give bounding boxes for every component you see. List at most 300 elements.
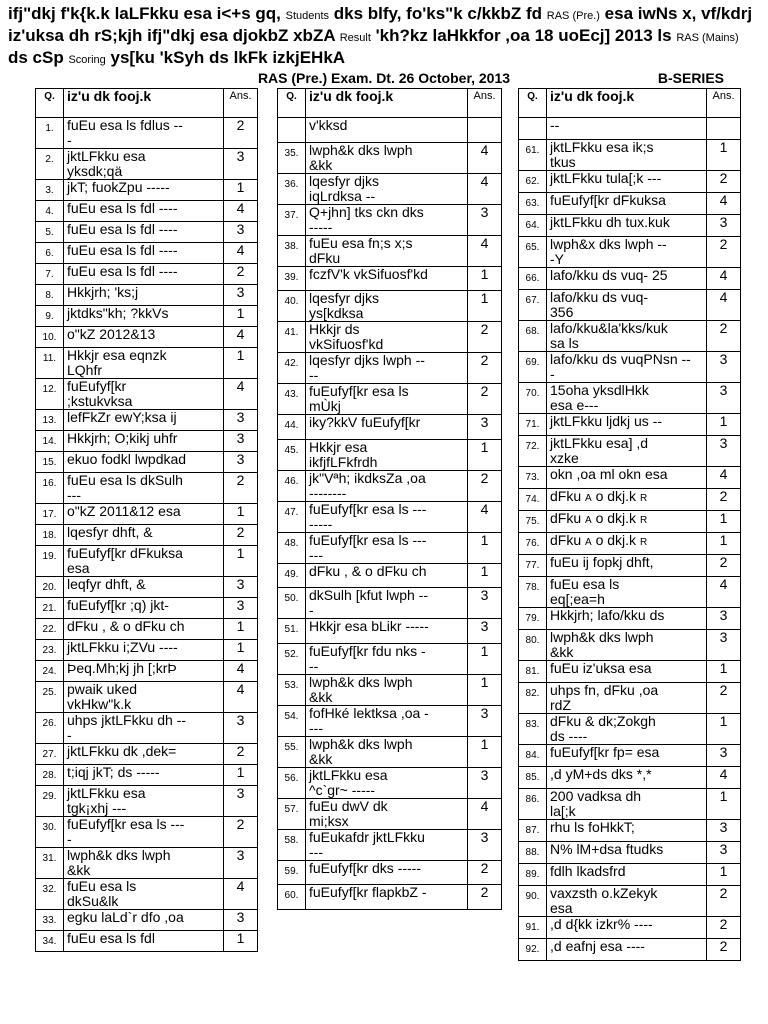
- question-number: 82.: [519, 683, 547, 714]
- question-description: [64, 118, 224, 149]
- header-ans: Ans.: [707, 89, 741, 118]
- question-number: 83.: [519, 714, 547, 745]
- question-number: 67.: [519, 290, 547, 321]
- question-text-cont: &kk: [309, 750, 333, 767]
- question-text: dkSulh [kfut lwph --: [309, 587, 429, 603]
- table-row: [36, 879, 258, 910]
- question-description: [547, 842, 707, 864]
- table-row: [36, 504, 258, 525]
- question-text: Hkkjrh; O;kikj uhfr: [67, 430, 178, 446]
- question-description: [547, 352, 707, 383]
- answer-value: [468, 118, 502, 143]
- question-text: fuEu esa ls fdlus --: [67, 117, 183, 133]
- table-row: [36, 285, 258, 306]
- table-row: [36, 619, 258, 640]
- question-number: 38.: [278, 235, 306, 266]
- answer-value: 1: [468, 736, 502, 767]
- question-text: leqfyr dhft, &: [67, 576, 146, 592]
- question-text-cont: LQhfr: [67, 362, 103, 378]
- question-description: [547, 118, 707, 140]
- question-text-cont: --: [309, 367, 319, 383]
- question-description: [306, 470, 468, 501]
- question-text: dFku & dk;Zokgh: [550, 713, 656, 729]
- table-row: [278, 674, 502, 705]
- question-text-cont: ---: [309, 719, 323, 736]
- question-text-cont: yksdk;qä: [67, 163, 123, 179]
- question-number: 27.: [36, 744, 64, 765]
- question-text: jktLFkku tula[;k ---: [550, 170, 662, 186]
- question-text: fuEu esa ls fdl ----: [67, 242, 178, 258]
- question-text: fuEufyf[kr: [67, 378, 127, 394]
- question-text-cont: esa e---: [550, 397, 599, 413]
- question-number: 71.: [519, 414, 547, 436]
- question-text: fuEu ij fopkj dhft,: [550, 554, 654, 570]
- question-number: 86.: [519, 789, 547, 820]
- table-row: [36, 473, 258, 504]
- question-description: [306, 885, 468, 910]
- question-description: [64, 180, 224, 201]
- question-text: pwaik uked: [67, 681, 138, 697]
- question-text: fuEukafdr jktLFkku: [309, 828, 425, 845]
- table-row: [36, 713, 258, 744]
- question-text: fuEu esa ls fdl ----: [67, 263, 178, 279]
- table-row: [278, 291, 502, 322]
- intro-text: ifj"dkj f'k{k.k laLFkku esa i<+s gq,: [8, 4, 286, 23]
- question-text: lwph&k dks lwph: [550, 629, 654, 645]
- question-description: [547, 321, 707, 352]
- question-text: fuEu dwV dk: [309, 797, 388, 814]
- question-description: [547, 193, 707, 215]
- answer-value: 4: [707, 767, 741, 789]
- answer-table-2: [277, 88, 502, 910]
- table-row: [278, 118, 502, 143]
- question-text-cont: -: [67, 727, 72, 743]
- question-description: [306, 353, 468, 384]
- question-number: 1.: [36, 118, 64, 149]
- question-text-cont: xzke: [550, 450, 579, 466]
- question-description: [64, 848, 224, 879]
- question-number: 91.: [519, 917, 547, 939]
- question-number: 41.: [278, 322, 306, 353]
- question-description: [306, 415, 468, 440]
- question-text-cont: ;kstukvksa: [67, 393, 133, 409]
- table-row: [36, 180, 258, 201]
- question-number: 33.: [36, 910, 64, 931]
- question-text: iky?kkV fuEufyf[kr: [309, 414, 421, 430]
- question-number: 81.: [519, 661, 547, 683]
- question-text: fuEufyf[kr fp= esa: [550, 744, 660, 760]
- question-text: lwph&k dks lwph: [309, 735, 413, 752]
- question-text: dFku: [550, 532, 582, 548]
- table-row: [36, 306, 258, 327]
- header-topic: iz'u dk fooj.k: [547, 89, 707, 118]
- table-row: [278, 532, 502, 563]
- question-text: jkT; fuokZpu -----: [67, 179, 170, 195]
- question-text: lefFkZr ewY;ksa ij: [67, 409, 177, 425]
- table-row: [36, 931, 258, 952]
- question-text: jktLFkku i;ZVu ----: [67, 639, 178, 655]
- question-description: [306, 204, 468, 235]
- question-text-cont: &kk: [550, 644, 574, 660]
- table-row: [278, 173, 502, 204]
- question-description: [306, 860, 468, 885]
- question-description: [547, 215, 707, 237]
- question-description: [547, 683, 707, 714]
- question-description: [64, 379, 224, 410]
- answer-value: 1: [707, 414, 741, 436]
- question-number: 14.: [36, 431, 64, 452]
- question-text-cont: &kk: [67, 862, 91, 878]
- question-description: [547, 436, 707, 467]
- answer-value: 3: [224, 149, 258, 180]
- answer-value: 3: [468, 204, 502, 235]
- table-row: [278, 860, 502, 885]
- table-row: [519, 268, 741, 290]
- table-row: [519, 290, 741, 321]
- question-text-cont: ---: [309, 546, 323, 563]
- question-text: Hkkjr ds: [309, 321, 360, 337]
- question-text-cont: -Y: [550, 251, 564, 267]
- answer-value: 4: [224, 661, 258, 682]
- question-text: fuEufyf[kr flapkbZ -: [309, 884, 427, 900]
- question-description: [64, 410, 224, 431]
- table-row: [36, 222, 258, 243]
- question-number: 69.: [519, 352, 547, 383]
- question-number: 17.: [36, 504, 64, 525]
- question-description: [306, 705, 468, 736]
- table-row: [278, 384, 502, 415]
- question-description: [306, 674, 468, 705]
- question-text: jktLFkku dk ,dek=: [67, 743, 177, 759]
- question-text: lqesfyr djks lwph --: [309, 352, 425, 368]
- table-row: [36, 848, 258, 879]
- question-text-cont: -: [309, 602, 314, 618]
- question-text: okn ,oa ml okn esa: [550, 466, 668, 482]
- question-text: fuEu esa ls fdl: [67, 930, 155, 946]
- answer-value: 3: [224, 410, 258, 431]
- table-row: [519, 886, 741, 917]
- table-row: [278, 705, 502, 736]
- question-text: lafo/kku ds vuq-: [550, 289, 649, 305]
- question-number: 10.: [36, 327, 64, 348]
- table-row: [519, 118, 741, 140]
- question-description: [306, 384, 468, 415]
- table-row: [278, 204, 502, 235]
- question-description: [306, 266, 468, 291]
- answer-value: 3: [707, 630, 741, 661]
- table-row: [519, 820, 741, 842]
- question-text: fuEufyf[kr esa ls ---: [67, 816, 185, 832]
- question-text: o"kZ 2011&12 esa: [67, 503, 181, 519]
- question-text-cont: ^c`gr~ -----: [309, 781, 376, 798]
- question-text-cont: rdZ: [550, 697, 571, 713]
- intro-text: 'kh?kz laHkkfor ,oa 18 uoEcj] 2013 ls: [370, 26, 677, 45]
- question-text-cont: --: [309, 657, 319, 674]
- question-description: [64, 879, 224, 910]
- question-number: 8.: [36, 285, 64, 306]
- question-text: jktLFkku esa ik;s: [550, 139, 654, 155]
- question-description: [64, 765, 224, 786]
- table-row: [278, 266, 502, 291]
- answer-value: 3: [707, 352, 741, 383]
- question-description: [306, 643, 468, 674]
- question-text: rhu ls foHkkT;: [550, 819, 635, 835]
- question-text: jk"Vªh; ikdksZa ,oa: [309, 469, 426, 486]
- question-text: jktdks"kh; ?kkVs: [67, 305, 169, 321]
- question-text-cont: 356: [550, 304, 574, 320]
- answer-value: 1: [224, 931, 258, 952]
- question-number: 11.: [36, 348, 64, 379]
- question-text-cont: ys[kdksa: [309, 305, 364, 321]
- answer-value: 3: [224, 713, 258, 744]
- question-description: [306, 235, 468, 266]
- question-number: 22.: [36, 619, 64, 640]
- question-text-cont: &kk: [309, 156, 333, 173]
- question-number: 64.: [519, 215, 547, 237]
- table-header-row: [278, 89, 502, 118]
- answer-value: 3: [707, 820, 741, 842]
- table-row: [278, 415, 502, 440]
- question-description: [64, 504, 224, 525]
- answer-value: 4: [224, 201, 258, 222]
- question-text-cont: dFku: [309, 249, 341, 266]
- question-description: [64, 201, 224, 222]
- header-topic: iz'u dk fooj.k: [64, 89, 224, 118]
- answer-value: 4: [468, 173, 502, 204]
- question-text-cont: -: [550, 366, 555, 382]
- answer-value: 4: [224, 327, 258, 348]
- table-row: [519, 321, 741, 352]
- table-row: [278, 353, 502, 384]
- question-description: [547, 714, 707, 745]
- answer-value: 2: [468, 885, 502, 910]
- question-text: fuEu esa ls dkSulh: [67, 472, 183, 488]
- question-description: [64, 817, 224, 848]
- question-text: fuEu esa ls: [550, 576, 620, 592]
- intro-text: dks blfy, fo'ks"k c/kkbZ fd: [329, 4, 547, 23]
- question-text: Hkkjrh; lafo/kku ds: [550, 607, 665, 623]
- answer-value: 1: [224, 640, 258, 661]
- question-description: [64, 285, 224, 306]
- table-row: [36, 379, 258, 410]
- answer-value: 3: [224, 598, 258, 619]
- question-text: ekuo fodkl lwpdkad: [67, 451, 187, 467]
- intro-result: Result: [339, 32, 371, 44]
- question-text: t;iqj jkT; ds -----: [67, 764, 160, 780]
- question-description: [306, 736, 468, 767]
- answer-value: 3: [707, 215, 741, 237]
- question-number: 16.: [36, 473, 64, 504]
- table-row: [36, 661, 258, 682]
- answer-value: 4: [468, 798, 502, 829]
- question-number: 35.: [278, 142, 306, 173]
- question-number: 43.: [278, 384, 306, 415]
- table-row: [36, 546, 258, 577]
- question-text: uhps fn, dFku ,oa: [550, 682, 659, 698]
- question-text: ,d eafnj esa ----: [550, 938, 645, 954]
- question-number: 47.: [278, 501, 306, 532]
- question-number: 5.: [36, 222, 64, 243]
- question-number: 19.: [36, 546, 64, 577]
- table-row: [36, 786, 258, 817]
- question-description: [64, 577, 224, 598]
- question-text: jktLFkku esa: [67, 785, 146, 801]
- question-text-cont: -----: [309, 515, 333, 532]
- question-text: jktLFkku esa: [309, 766, 388, 783]
- question-text: jktLFkku esa] ,d: [550, 435, 649, 451]
- question-description: [547, 268, 707, 290]
- question-text-cont: ---: [67, 487, 81, 503]
- question-text-cont: tkus: [550, 154, 576, 170]
- question-description: [306, 322, 468, 353]
- question-number: 3.: [36, 180, 64, 201]
- answer-value: 1: [224, 306, 258, 327]
- question-number: 39.: [278, 266, 306, 291]
- question-description: [64, 786, 224, 817]
- question-number: [519, 118, 547, 140]
- question-number: 54.: [278, 705, 306, 736]
- question-number: 37.: [278, 204, 306, 235]
- question-text: fuEu esa ls fdl ----: [67, 221, 178, 237]
- answer-value: 3: [468, 415, 502, 440]
- question-number: 12.: [36, 379, 64, 410]
- reason-label: R: [639, 493, 648, 504]
- table-row: [36, 149, 258, 180]
- question-text: dFku , & o dFku ch: [67, 618, 185, 634]
- table-row: [278, 322, 502, 353]
- question-text: fuEufyf[kr fdu nks -: [309, 642, 426, 659]
- question-text: lwph&k dks lwph: [309, 673, 413, 690]
- table-row: [36, 201, 258, 222]
- answer-value: 3: [707, 842, 741, 864]
- answer-value: 3: [707, 383, 741, 414]
- header-q: Q.: [519, 89, 547, 118]
- question-description: [547, 864, 707, 886]
- question-number: 7.: [36, 264, 64, 285]
- table-row: [519, 683, 741, 714]
- answer-value: 1: [224, 504, 258, 525]
- question-text: Q+jhn] tks ckn dks: [309, 203, 424, 220]
- question-number: 25.: [36, 682, 64, 713]
- question-description: [64, 525, 224, 546]
- intro-text: esa iwNs x, vf/kdrj iz'uksa dh rS;kjh ifj"dkj esa djokbZ xbZA: [8, 4, 753, 45]
- question-description: [547, 939, 707, 961]
- question-number: 59.: [278, 860, 306, 885]
- question-text: fuEufyf[kr esa ls ---: [309, 531, 427, 548]
- question-description: [64, 264, 224, 285]
- table-row: [519, 171, 741, 193]
- question-text: --: [550, 117, 560, 133]
- answer-value: 1: [707, 714, 741, 745]
- question-description: [547, 237, 707, 268]
- answer-value: 2: [468, 860, 502, 885]
- question-text: o dkj.k: [595, 510, 637, 526]
- reason-label: R: [639, 515, 648, 526]
- question-text: dFku: [550, 510, 582, 526]
- assertion-label: A: [585, 493, 592, 504]
- table-row: [519, 533, 741, 555]
- question-number: 76.: [519, 533, 547, 555]
- question-description: [547, 886, 707, 917]
- question-number: 56.: [278, 767, 306, 798]
- question-text: lqesfyr dhft, &: [67, 524, 153, 540]
- table-row: [278, 829, 502, 860]
- question-description: [64, 744, 224, 765]
- answer-value: 3: [468, 705, 502, 736]
- question-description: [64, 910, 224, 931]
- question-text: lwph&k dks lwph: [309, 141, 413, 158]
- answer-value: 1: [224, 619, 258, 640]
- table-row: [519, 789, 741, 820]
- question-text-cont: mi;ksx: [309, 812, 349, 829]
- intro-scoring: Scoring: [68, 54, 106, 66]
- answer-value: 2: [707, 489, 741, 511]
- table-row: [36, 598, 258, 619]
- table-row: [519, 842, 741, 864]
- question-text: fczfV'k vkSifuosf'kd: [309, 265, 428, 282]
- table-row: [519, 917, 741, 939]
- table-row: [36, 640, 258, 661]
- answer-value: 4: [707, 268, 741, 290]
- question-text: jktLFkku dh tux.kuk: [550, 214, 670, 230]
- question-description: [547, 467, 707, 489]
- table-row: [278, 736, 502, 767]
- table-row: [278, 619, 502, 644]
- answer-value: 2: [224, 817, 258, 848]
- question-text: egku laLd`r dfo ,oa: [67, 909, 184, 925]
- question-text: lafo/kku&la'kks/kuk: [550, 320, 668, 336]
- question-text: lqesfyr djks: [309, 172, 380, 189]
- question-description: [64, 661, 224, 682]
- question-text-cont: --------: [309, 484, 347, 501]
- question-text: fuEufyf[kr dks -----: [309, 859, 422, 876]
- answer-value: 4: [468, 501, 502, 532]
- question-description: [547, 630, 707, 661]
- question-text-cont: esa: [67, 560, 90, 576]
- table-row: [36, 765, 258, 786]
- answer-value: 3: [224, 285, 258, 306]
- table-row: [36, 682, 258, 713]
- question-description: [64, 327, 224, 348]
- exam-title: RAS (Pre.) Exam. Dt. 26 October, 2013: [257, 70, 511, 86]
- question-number: 87.: [519, 820, 547, 842]
- answer-value: 2: [224, 473, 258, 504]
- answer-value: 2: [224, 264, 258, 285]
- reason-label: R: [639, 537, 648, 548]
- question-number: 68.: [519, 321, 547, 352]
- answer-value: 2: [468, 384, 502, 415]
- header-topic: iz'u dk fooj.k: [306, 89, 468, 118]
- question-text: Hkkjrh; 'ks;j: [67, 284, 139, 300]
- question-number: 70.: [519, 383, 547, 414]
- answer-value: 4: [224, 379, 258, 410]
- table-row: [519, 489, 741, 511]
- question-text: Hkkjr esa: [309, 438, 368, 455]
- question-number: 2.: [36, 149, 64, 180]
- question-text-cont: tgk¡xhj ---: [67, 800, 127, 816]
- answer-value: 3: [224, 222, 258, 243]
- question-text: fdlh lkadsfrd: [550, 863, 626, 879]
- question-text: o"kZ 2012&13: [67, 326, 156, 342]
- question-number: 78.: [519, 577, 547, 608]
- question-number: 50.: [278, 588, 306, 619]
- answer-value: 3: [224, 577, 258, 598]
- assertion-label: A: [585, 515, 592, 526]
- answer-value: 1: [707, 864, 741, 886]
- answer-value: 3: [468, 767, 502, 798]
- question-text: uhps jktLFkku dh --: [67, 712, 187, 728]
- answer-table-3: [518, 88, 741, 961]
